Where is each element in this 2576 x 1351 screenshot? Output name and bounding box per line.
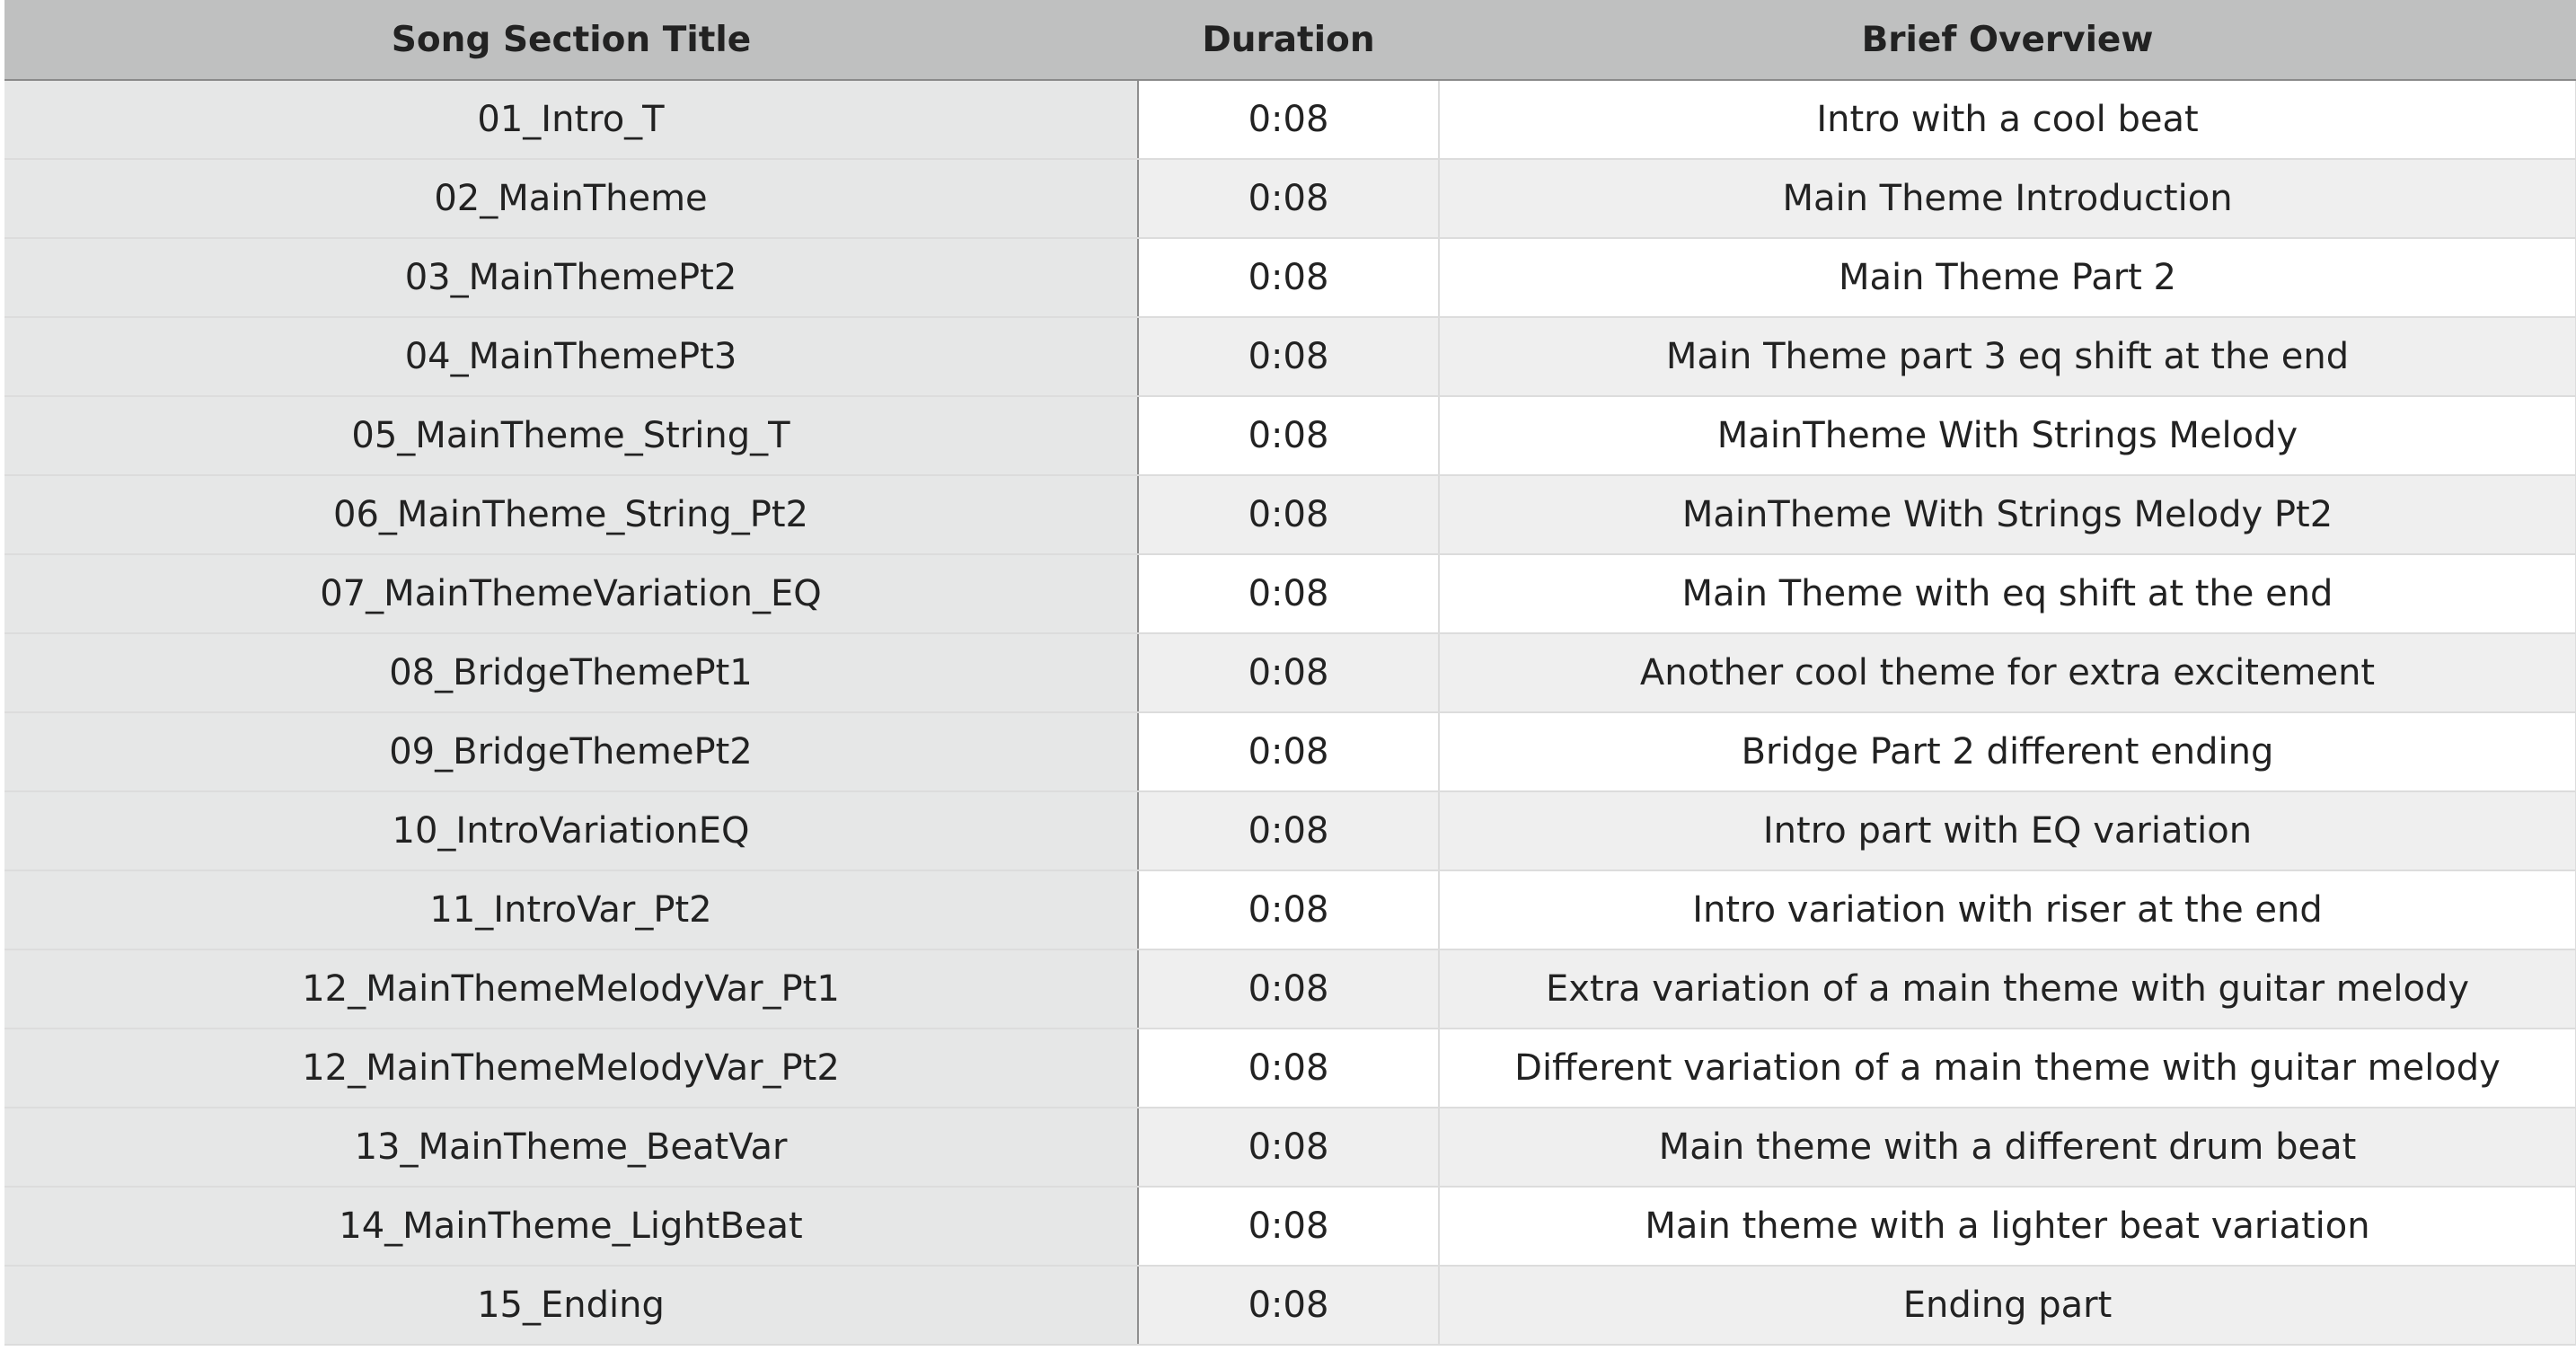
duration-cell: 0:08 [1138,870,1439,949]
overview-cell: Different variation of a main theme with guitar melody [1439,1029,2576,1108]
header-brief-overview: Brief Overview [1439,0,2576,80]
table-row [4,1029,2576,1108]
table-row [4,80,2576,159]
table-row [4,791,2576,870]
table-row [4,1187,2576,1266]
section-title-cell: 14_MainTheme_LightBeat [4,1187,1138,1266]
overview-cell: Ending part [1439,1266,2576,1345]
duration-cell: 0:08 [1138,1187,1439,1266]
duration-cell: 0:08 [1138,633,1439,712]
section-title-cell: 07_MainThemeVariation_EQ [4,554,1138,633]
overview-cell: Main Theme with eq shift at the end [1439,554,2576,633]
table-row [4,396,2576,475]
table-row [4,870,2576,949]
section-title-cell: 03_MainThemePt2 [4,238,1138,317]
section-title-cell: 08_BridgeThemePt1 [4,633,1138,712]
table-row [4,633,2576,712]
section-title-cell: 01_Intro_T [4,80,1138,159]
header-song-section-title: Song Section Title [4,0,1138,80]
overview-cell: Bridge Part 2 different ending [1439,712,2576,791]
overview-cell: MainTheme With Strings Melody [1439,396,2576,475]
table-row [4,317,2576,396]
table-row [4,1266,2576,1345]
overview-cell: Intro variation with riser at the end [1439,870,2576,949]
duration-cell: 0:08 [1138,1266,1439,1345]
table-header [4,0,2576,80]
section-title-cell: 04_MainThemePt3 [4,317,1138,396]
header-duration: Duration [1138,0,1439,80]
duration-cell: 0:08 [1138,396,1439,475]
section-title-cell: 10_IntroVariationEQ [4,791,1138,870]
table-row [4,475,2576,554]
header-row [4,0,2576,80]
overview-cell: Intro with a cool beat [1439,80,2576,159]
duration-cell: 0:08 [1138,159,1439,238]
duration-cell: 0:08 [1138,791,1439,870]
section-title-cell: 12_MainThemeMelodyVar_Pt1 [4,949,1138,1029]
overview-cell: Main Theme Introduction [1439,159,2576,238]
duration-cell: 0:08 [1138,1108,1439,1187]
section-title-cell: 15_Ending [4,1266,1138,1345]
overview-cell: Main Theme part 3 eq shift at the end [1439,317,2576,396]
duration-cell: 0:08 [1138,80,1439,159]
section-title-cell: 05_MainTheme_String_T [4,396,1138,475]
section-title-cell: 13_MainTheme_BeatVar [4,1108,1138,1187]
song-sections-table-container [4,0,2576,1351]
song-sections-table [4,0,2576,1346]
overview-cell: Main theme with a different drum beat [1439,1108,2576,1187]
duration-cell: 0:08 [1138,1029,1439,1108]
table-row [4,238,2576,317]
table-row [4,554,2576,633]
overview-cell: Extra variation of a main theme with guitar melody [1439,949,2576,1029]
duration-cell: 0:08 [1138,238,1439,317]
section-title-cell: 09_BridgeThemePt2 [4,712,1138,791]
table-row [4,712,2576,791]
overview-cell: Main theme with a lighter beat variation [1439,1187,2576,1266]
duration-cell: 0:08 [1138,317,1439,396]
overview-cell: Intro part with EQ variation [1439,791,2576,870]
section-title-cell: 11_IntroVar_Pt2 [4,870,1138,949]
table-row [4,949,2576,1029]
table-row [4,1108,2576,1187]
overview-cell: MainTheme With Strings Melody Pt2 [1439,475,2576,554]
table-body [4,80,2576,1345]
table-row [4,159,2576,238]
section-title-cell: 12_MainThemeMelodyVar_Pt2 [4,1029,1138,1108]
duration-cell: 0:08 [1138,475,1439,554]
duration-cell: 0:08 [1138,712,1439,791]
overview-cell: Main Theme Part 2 [1439,238,2576,317]
section-title-cell: 06_MainTheme_String_Pt2 [4,475,1138,554]
overview-cell: Another cool theme for extra excitement [1439,633,2576,712]
duration-cell: 0:08 [1138,554,1439,633]
section-title-cell: 02_MainTheme [4,159,1138,238]
duration-cell: 0:08 [1138,949,1439,1029]
